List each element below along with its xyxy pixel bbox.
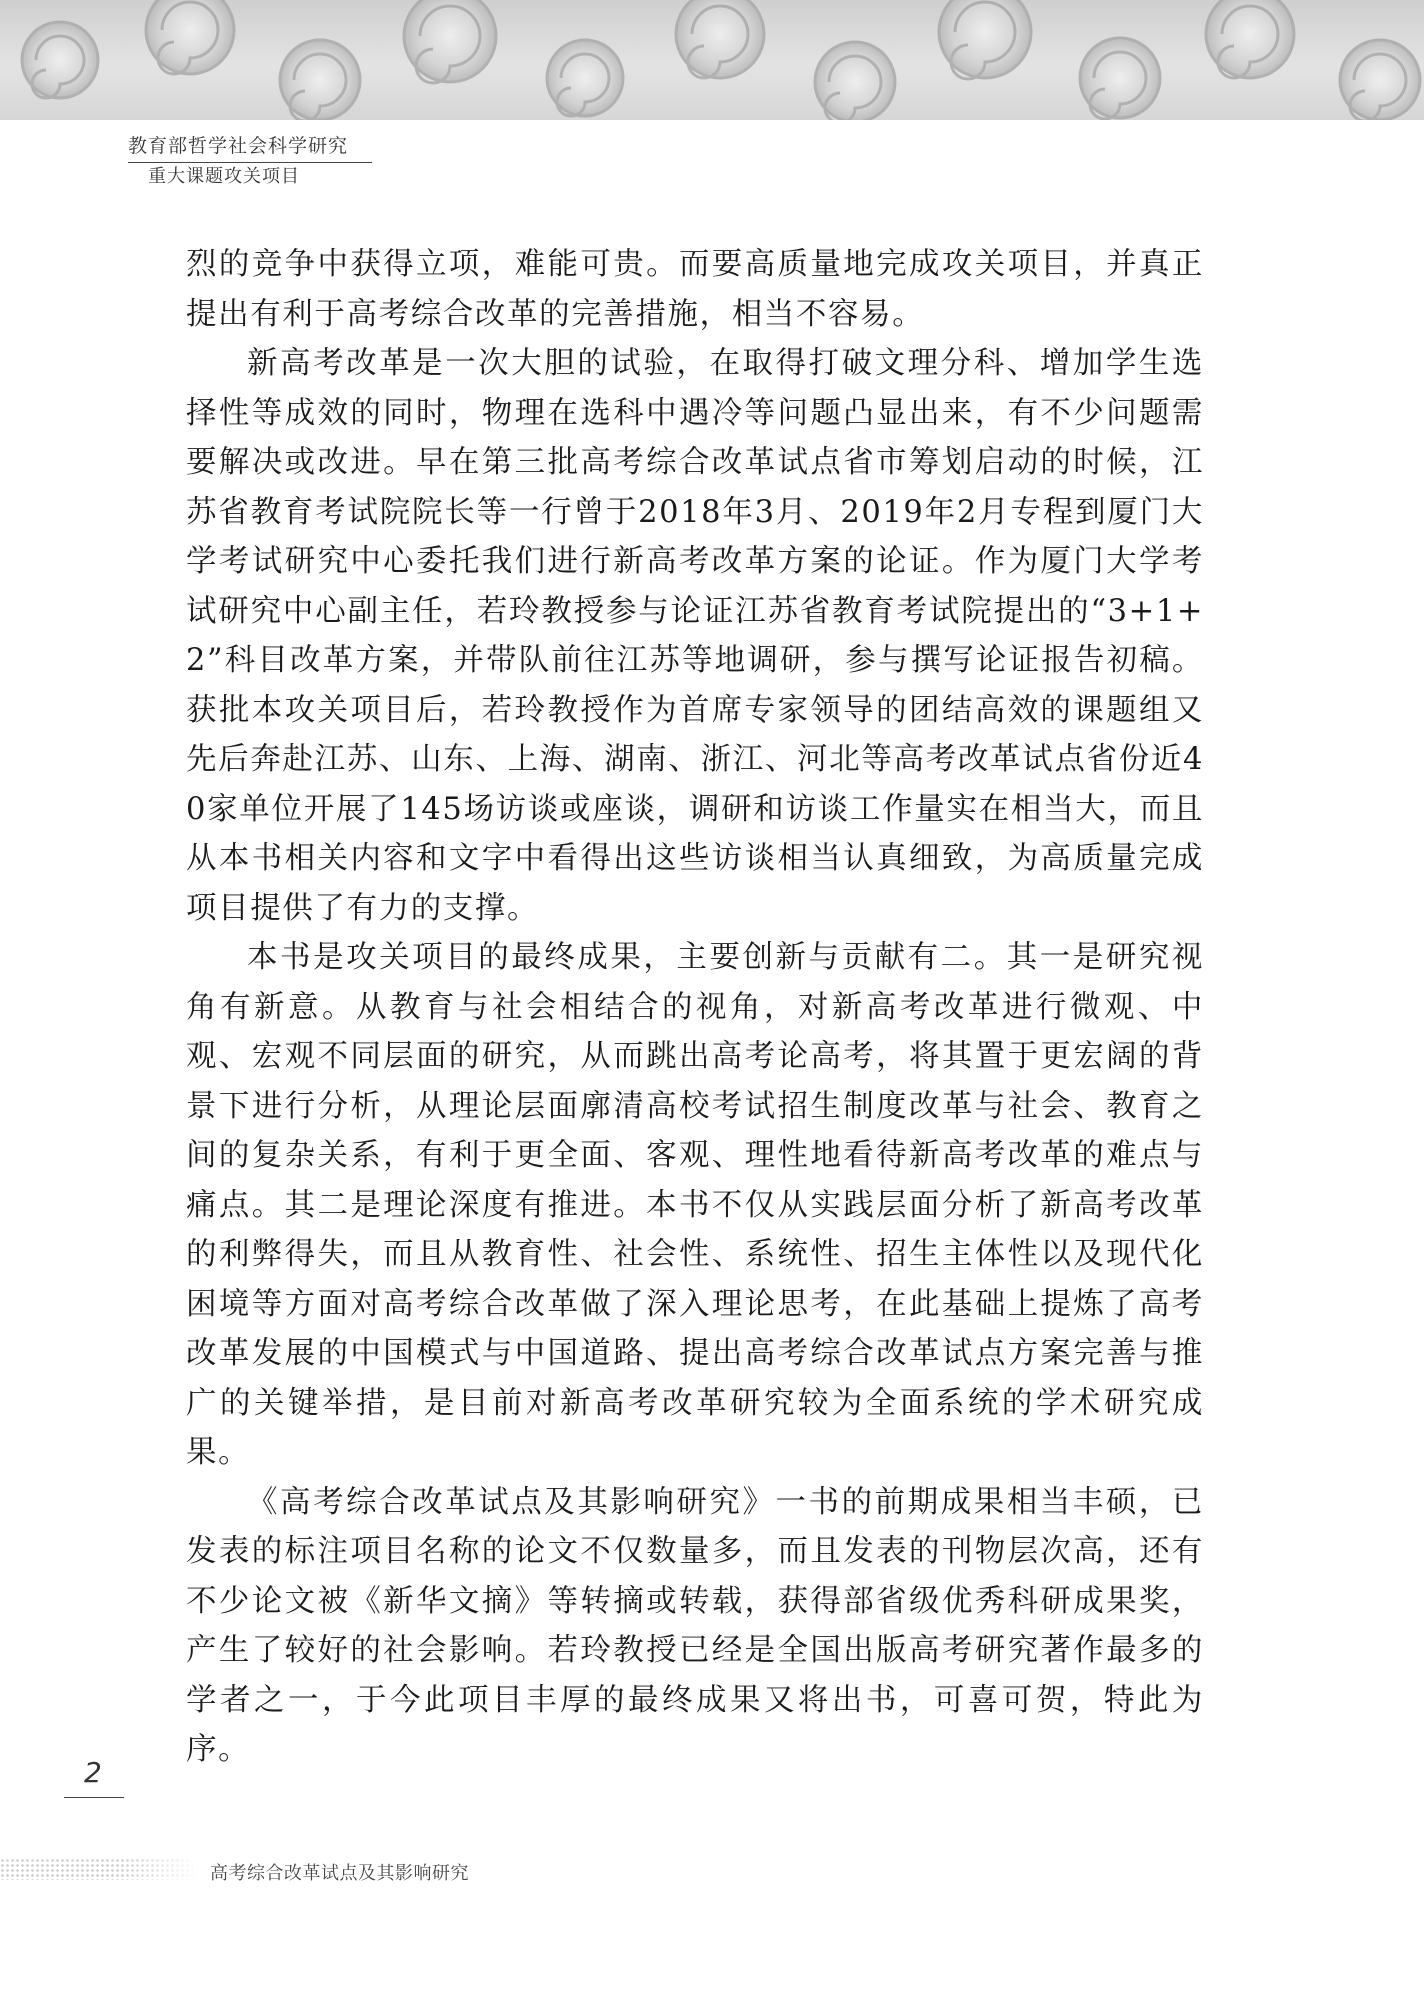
header-divider xyxy=(128,162,372,163)
page-number-underline xyxy=(64,1797,124,1798)
paragraph: 烈的竞争中获得立项，难能可贵。而要高质量地完成攻关项目，并真正提出有利于高考综合改革的完善措施，相当不容易。 xyxy=(186,247,1204,332)
paragraph: 本书是攻关项目的最终成果，主要创新与贡献有二。其一是研究视角有新意。从教育与社会相结合的视角，对新高考改革进行微观、中观、宏观不同层面的研究，从而跳出高考论高考，将其置于更宏阔的背景下进行分析，从理论层面廓清高校考试招生制度改革与社会、教育之间的复杂关系，有利于更全面、客观、理性地看待新高考改革的难点与痛点。其二是理论深度有推进。本书不仅从实践层面分析了新高考改革的利弊得失，而且从教育性、社会性、系统性、招生主体性以及现代化困境等方面对高考综合改革做了深入理论思考，在此基础上提炼了高考改革发展的中国模式与中国道路、提出高考综合改革试点方案完善与推广的关键举措，是目前对新高考改革研究较为全面系统的学术研究成果。 xyxy=(186,940,1204,1470)
series-title: 教育部哲学社会科学研究 xyxy=(128,135,349,157)
paragraph: 《高考综合改革试点及其影响研究》一书的前期成果相当丰硕，已发表的标注项目名称的论文不仅数量多，而且发表的刊物层次高，还有不少论文被《新华文摘》等转摘或转载，获得部省级优秀科研成果奖，产生了较好的社会影响。若玲教授已经是全国出版高考研究著作最多的学者之一，于今此项目丰厚的最终成果又将出书，可喜可贺，特此为序。 xyxy=(186,1484,1204,1767)
page-number: 2 xyxy=(84,1756,102,1789)
footer-dot-pattern xyxy=(0,1858,200,1880)
footer-book-title: 高考综合改革试点及其影响研究 xyxy=(210,1863,469,1884)
paragraph: 新高考改革是一次大胆的试验，在取得打破文理分科、增加学生选择性等成效的同时，物理在选科中遇冷等问题凸显出来，有不少问题需要解决或改进。早在第三批高考综合改革试点省市筹划启动的时候，江苏省教育考试院院长等一行曾于2018年3月、2019年2月专程到厦门大学考试研究中心委托我们进行新高考改革方案的论证。作为厦门大学考试研究中心副主任，若玲教授参与论证江苏省教育考试院提出的“3+1+2”科目改革方案，并带队前往江苏等地调研，参与撰写论证报告初稿。获批本攻关项目后，若玲教授作为首席专家领导的团结高效的课题组又先后奔赴江苏、山东、上海、湖南、浙江、河北等高考改革试点省份近40家单位开展了145场访谈或座谈，调研和访谈工作量实在相当大，而且从本书相关内容和文字中看得出这些访谈相当认真细致，为高质量完成项目提供了有力的支撑。 xyxy=(186,346,1204,926)
decorative-cloud-banner xyxy=(0,0,1424,120)
cloud-pattern-icon xyxy=(0,0,1424,120)
body-text xyxy=(186,240,1204,1775)
series-header xyxy=(128,134,372,188)
series-subtitle: 重大课题攻关项目 xyxy=(148,166,300,187)
